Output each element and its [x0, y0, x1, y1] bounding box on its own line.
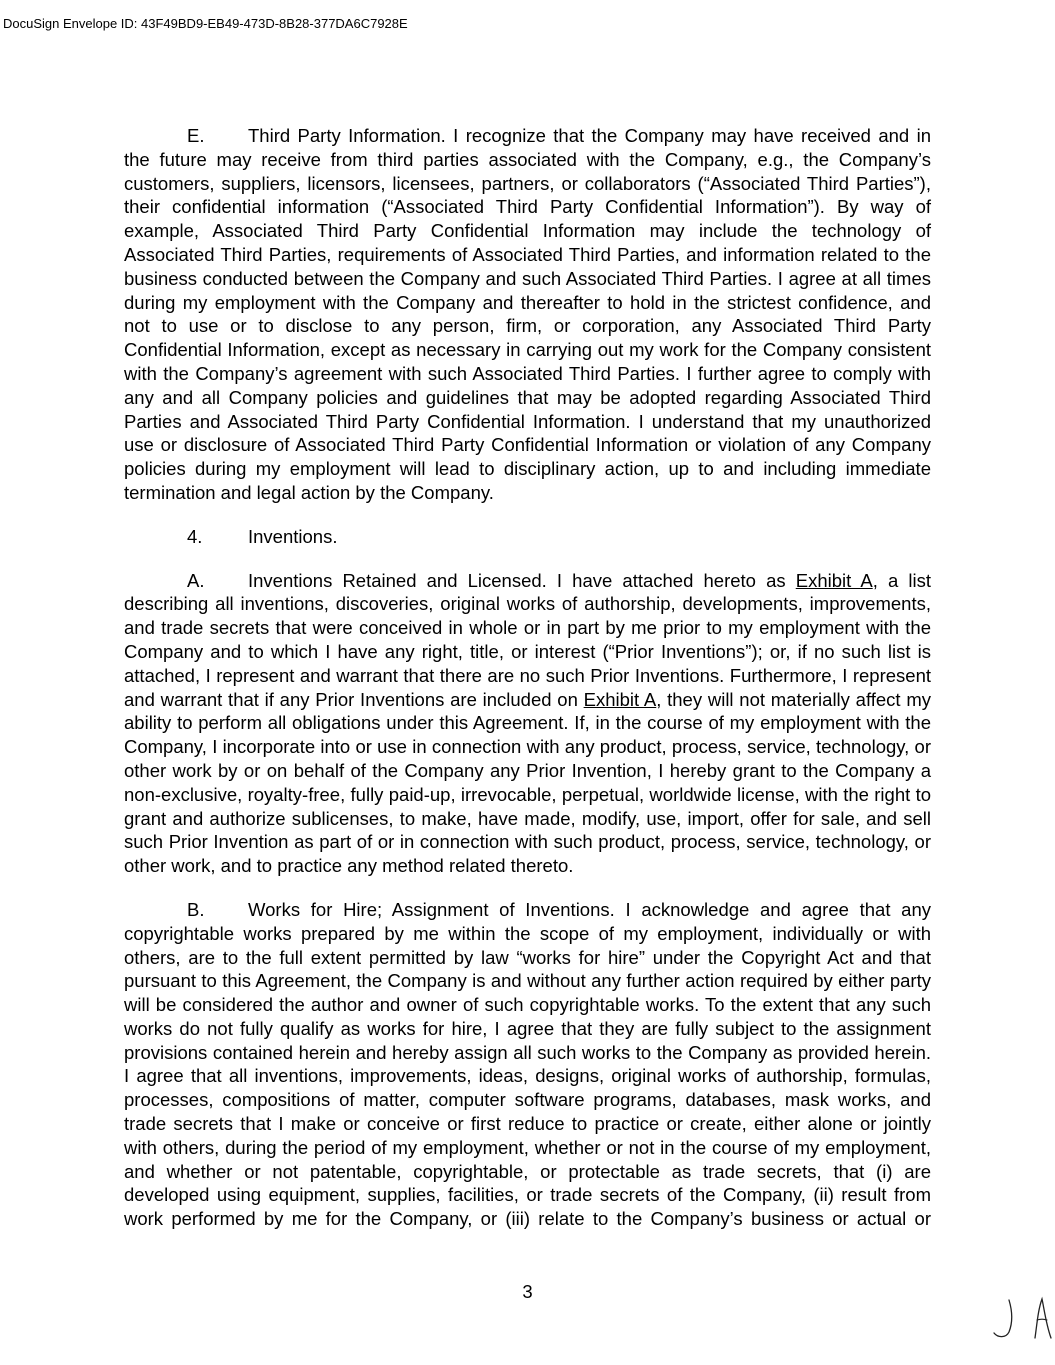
section-e-label: E. — [187, 125, 205, 146]
page-number: 3 — [522, 1281, 533, 1302]
section-4-heading — [124, 525, 931, 549]
section-4-title: Inventions. — [248, 525, 338, 547]
exhibit-a-reference: Exhibit A — [795, 569, 873, 591]
section-4-label: 4. — [187, 525, 203, 547]
section-b-label: B. — [187, 898, 205, 920]
docusign-envelope-id: DocuSign Envelope ID: 43F49BD9-EB49-473D-8B28-377DA6C7928E — [3, 16, 408, 31]
section-b-paragraph — [124, 898, 931, 1231]
section-b-text: Works for Hire; Assignment of Inventions. I acknowledge and agree that any copyrightable works prepared by me within the scope of my employment, individually or with others, are to the full extent permitted by law “works for hire” under the Copyright Act and that pursuant to this Agreement, the Company is and without any further action required by either party will be considered the author and owner of such copyrightable works. To the extent that any such works do not fully qualify as works for hire, I agree that they are fully subject to the assignment provisions contained herein and hereby assign all such works to the Company as provided herein. I agree that all inventions, improvements, ideas, designs, original works of authorship, formulas, processes, compositions of matter, computer software programs, databases, mask works, and trade secrets that I make or conceive or first reduce to practice or create, either alone or jointly with others, during the period of my employment, whether or not in the course of my employment, and whether or not patentable, copyrightable, or protectable as trade secrets, that (i) are developed using equipment, supplies, facilities, or trade secrets of the Company, (ii) result from work performed by me for the Company, or (iii) relate to the Company’s business or actual or — [124, 898, 931, 1230]
section-e-text: Third Party Information. I recognize that the Company may have received and in the future may receive from third parties associated with the Company, e.g., the Company’s customers, suppliers, licensors, licensees, partners, or collaborators (“Associated Third Parties”), their confidential information (“Associated Third Party Confidential Information”). By way of example, Associated Third Party Confidential Information may include the technology of Associated Third Parties, requirements of Associated Third Parties, and information related to the business conducted between the Company and such Associated Third Parties. I agree at all times during my employment with the Company and thereafter to hold in the strictest confidence, and not to use or to disclose to any person, firm, or corporation, any Associated Third Party Confidential Information, except as necessary in carrying out my work for the Company consistent with the Company’s agreement with such Associated Third Parties. I further agree to comply with any and all Company policies and guidelines that may be adopted regarding Associated Third Parties and Associated Third Party Confidential Information. I understand that my unauthorized use or disclosure of Associated Third Party Confidential Information or violation of any Company policies during my employment will lead to disciplinary action, up to and including immediate termination and legal action by the Company. — [124, 125, 931, 503]
section-a-paragraph — [124, 569, 931, 878]
section-a-label: A. — [187, 569, 205, 591]
section-a-text-1: Inventions Retained and Licensed. I have attached hereto as — [248, 569, 796, 591]
exhibit-a-reference: Exhibit A — [583, 688, 657, 710]
section-a-text-2: , a list describing all inventions, discoveries, original works of authorship, developments, improvements, and trade secrets that were conceived in whole or in part by me prior to my employment with the Company and to which I have any right, title, or interest (“Prior Inventions”); or, if no such list is attached, I represent and warrant that there are no such Prior Inventions. Furthermore, I represent and warrant that if any Prior Inventions are included on — [124, 569, 931, 710]
initials-signature — [985, 1294, 1055, 1342]
document-body — [124, 124, 931, 1251]
section-e-paragraph — [124, 124, 931, 505]
section-a-text-3: , they will not materially affect my ability to perform all obligations under this Agreement. If, in the course of my employment with the Company, I incorporate into or use in connection with any product, process, service, technology, or other work by or on behalf of the Company any Prior Invention, I hereby grant to the Company a non-exclusive, royalty-free, fully paid-up, irrevocable, perpetual, worldwide license, with the right to grant and authorize sublicenses, to make, have made, modify, use, import, offer for sale, and sell such Prior Invention as part of or in connection with such product, process, service, technology, or other work, and to practice any method related thereto. — [124, 688, 931, 877]
